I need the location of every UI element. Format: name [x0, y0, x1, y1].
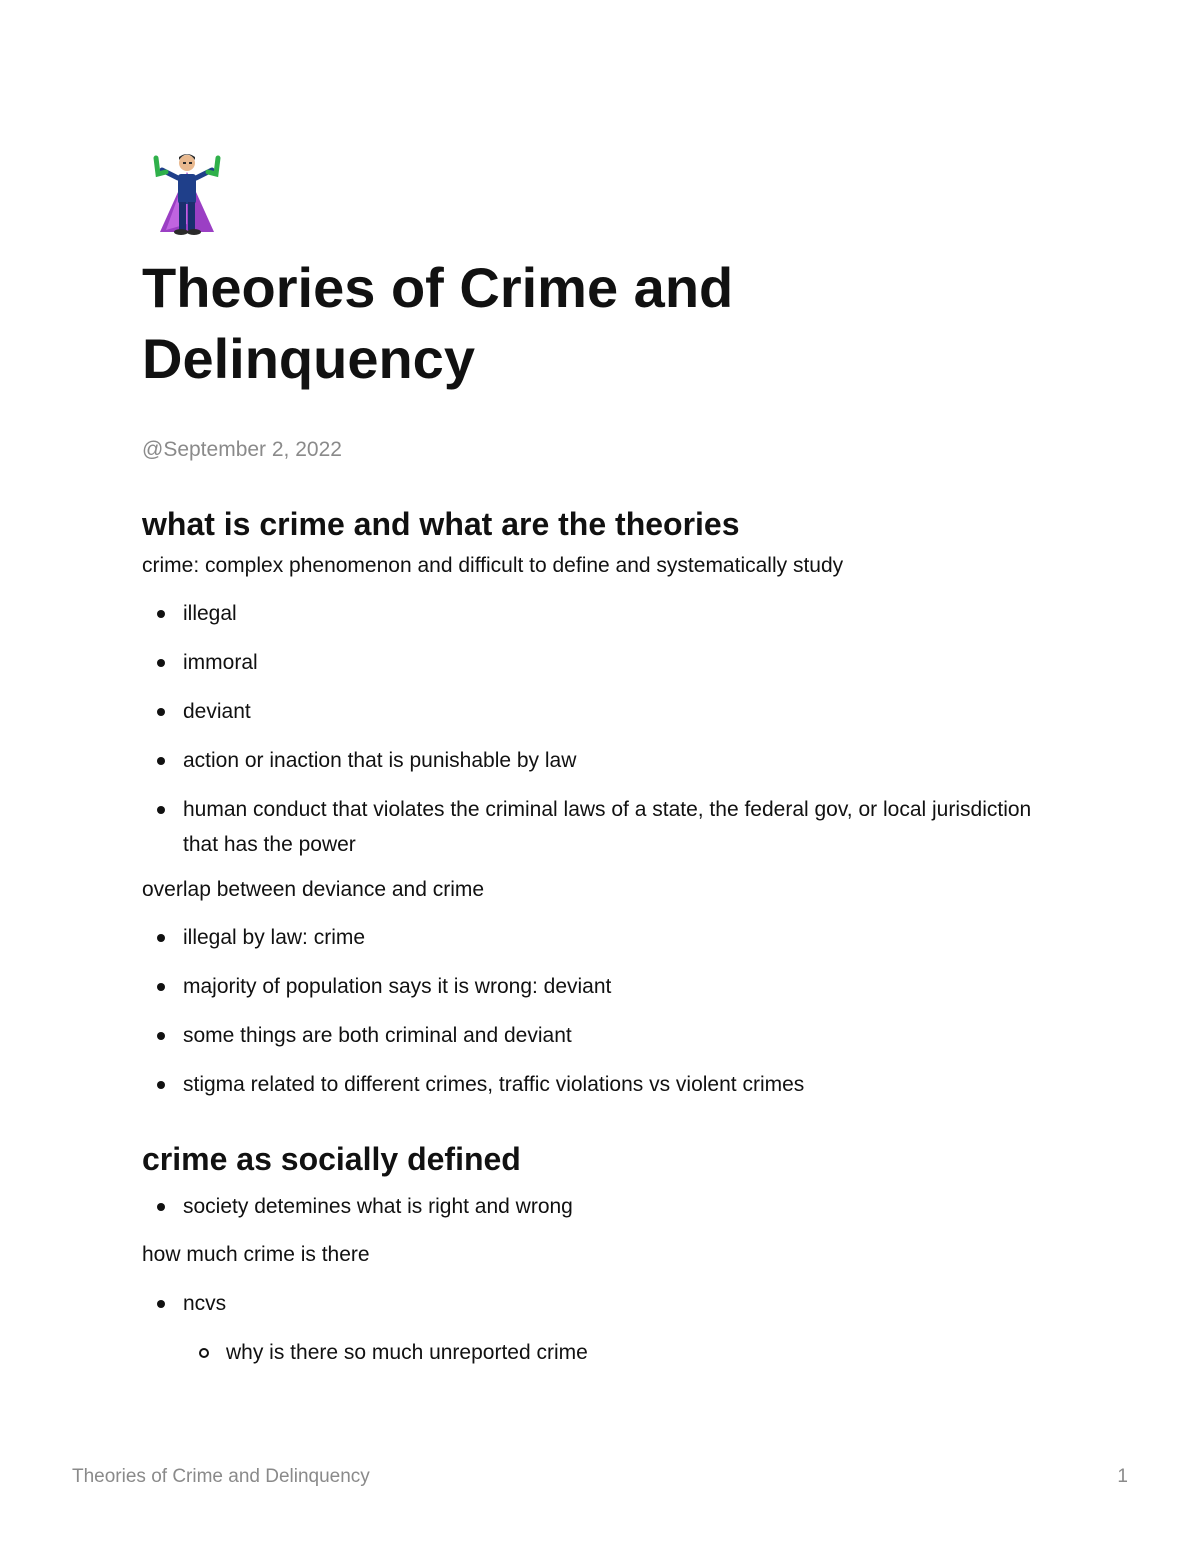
supervillain-emoji-icon	[152, 150, 222, 236]
paragraph: overlap between deviance and crime	[142, 878, 485, 901]
list-item: illegal	[142, 596, 1042, 631]
section-heading: crime as socially defined	[142, 1141, 521, 1177]
paragraph: crime: complex phenomenon and difficult to define and systematically study	[142, 554, 844, 577]
list-item: illegal by law: crime	[142, 920, 1042, 955]
list-item: action or inaction that is punishable by law	[142, 743, 1042, 778]
sub-list-item: why is there so much unreported crime	[142, 1335, 1042, 1370]
section-heading: what is crime and what are the theories	[142, 506, 740, 542]
bullet-list	[142, 1286, 1042, 1370]
page-date: @September 2, 2022	[142, 438, 342, 461]
bullet-list	[142, 1189, 1042, 1224]
page-title: Theories of Crime and Delinquency	[142, 256, 734, 390]
list-item: immoral	[142, 645, 1042, 680]
list-item: majority of population says it is wrong: deviant	[142, 969, 1042, 1004]
bullet-list	[142, 920, 1042, 1102]
page-number: 1	[1117, 1466, 1128, 1487]
paragraph: how much crime is there	[142, 1243, 370, 1266]
list-item: human conduct that violates the criminal laws of a state, the federal gov, or local jurisdiction that has the power	[142, 792, 1042, 862]
page-content	[142, 502, 1042, 1370]
list-item: deviant	[142, 694, 1042, 729]
list-item: stigma related to different crimes, traffic violations vs violent crimes	[142, 1067, 1042, 1102]
list-item: society detemines what is right and wrong	[142, 1189, 1042, 1224]
list-item: some things are both criminal and deviant	[142, 1018, 1042, 1053]
footer-title: Theories of Crime and Delinquency	[72, 1466, 370, 1487]
list-item: ncvs	[142, 1286, 1042, 1321]
bullet-list	[142, 596, 1042, 862]
